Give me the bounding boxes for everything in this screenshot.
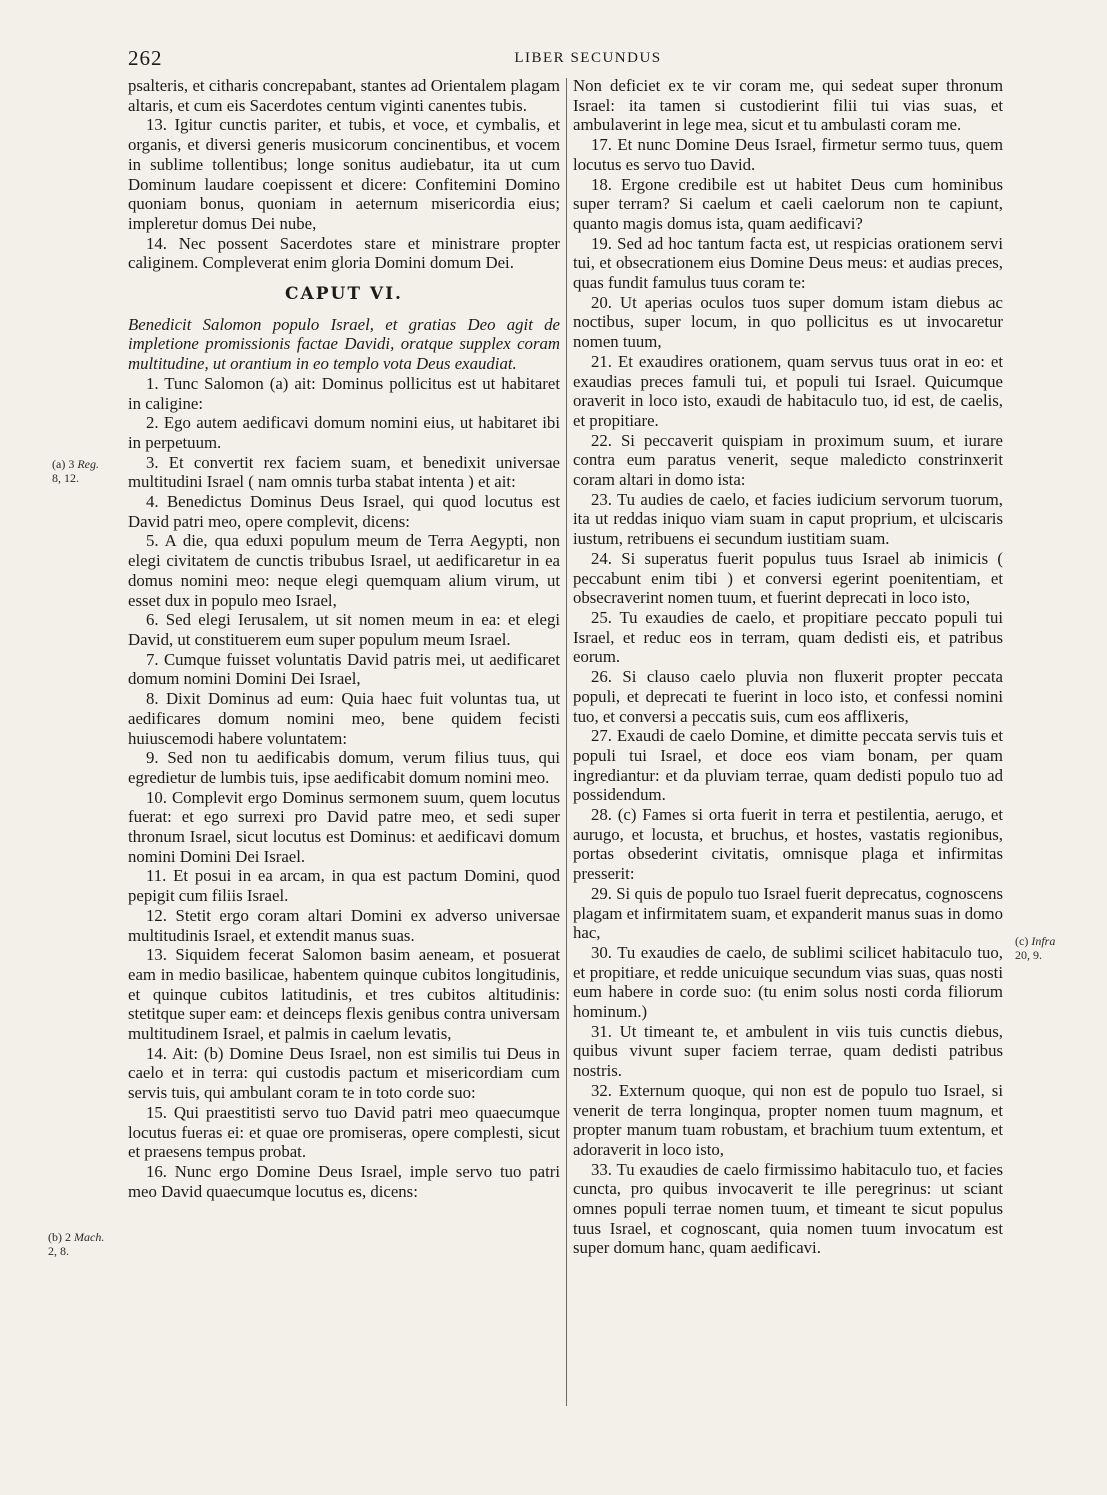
verse: 28. (c) Fames si orta fuerit in terra et pestilentia, aerugo, et aurugo, et locusta, et bruchus, et hostes, vastatis regionibus, portas obsederint civitatis, omnisque plaga et infirmitas presserit:: [573, 805, 1003, 884]
verse: 32. Externum quoque, qui non est de populo tuo Israel, si venerit de terra longinqua, propter nomen tuum magnum, et propter manum tuam robustam, et brachium tuum extentum, et adoraverit in loco isto,: [573, 1080, 1003, 1159]
verse: 8. Dixit Dominus ad eum: Quia haec fuit voluntas tua, ut aedificares domum nomini meo, bene quidem fecisti huiuscemodi habere voluntatem:: [128, 689, 560, 748]
margin-note-a: (a) 3 Reg. 8, 12.: [52, 457, 99, 485]
verse: 24. Si superatus fuerit populus tuus Israel ab inimicis ( peccabunt enim tibi ) et conversi egerint poenitentiam, et obsecraverint nomen tuum, et fuerint deprecati in loco isto,: [573, 548, 1003, 608]
verse: 21. Et exaudires orationem, quam servus tuus orat in eo: et exaudias preces famuli tui, et populi tui Israel. Quicumque oraverit in loco isto, exaudi de habitaculo tuo, id est, de caelis, et propitiare.: [573, 351, 1003, 430]
verse: 14. Ait: (b) Domine Deus Israel, non est similis tui Deus in caelo et in terra: qui custodis pactum et misericordiam cum servis tuis, qui ambulant coram te in toto corde suo:: [128, 1043, 560, 1103]
verse: 30. Tu exaudies de caelo, de sublimi scilicet habitaculo tuo, et propitiare, et redde unicuique secundum vias suas, quas nosti eum habere in corde suo: (tu enim solus nosti corda filiorum hominum.): [573, 942, 1003, 1022]
margin-note-c: (c) Infra 20, 9.: [1015, 934, 1056, 962]
verse: 2. Ego autem aedificavi domum nomini eius, ut habitaret ibi in perpetuum.: [128, 413, 560, 452]
verse: 1. Tunc Salomon (a) ait: Dominus pollicitus est ut habitaret in caligine:: [128, 373, 560, 413]
running-title: LIBER SECUNDUS: [514, 50, 662, 66]
verse: 16. Nunc ergo Domine Deus Israel, imple servo tuo patri meo David quaecumque locutus es, dicens:: [128, 1161, 560, 1201]
verse: 9. Sed non tu aedificabis domum, verum filius tuus, qui egredietur de lumbis tuis, ipse aedificabit domum nomini meo.: [128, 748, 560, 787]
verse: 7. Cumque fuisset voluntatis David patris mei, ut aedificaret domum nomini Domini Dei Israel,: [128, 649, 560, 689]
verse: 4. Benedictus Dominus Deus Israel, qui quod locutus est David patri meo, opere complevit, dicens:: [128, 492, 560, 531]
verse: 6. Sed elegi Ierusalem, ut sit nomen meum in ea: et elegi David, ut constituerem eum super populum meum Israel.: [128, 610, 560, 649]
chapter-heading: CAPUT VI.: [285, 284, 403, 305]
paragraph: Non deficiet ex te vir coram me, qui sedeat super thronum Israel: ita tamen si custodierint filii tui vias suas, et ambulaverint in lege mea, sicut et tu ambulasti coram me.: [573, 76, 1003, 135]
verse: 19. Sed ad hoc tantum facta est, ut respicias orationem servi tui, et obsecrationem eius Domine Deus meus: et audias preces, quas fundit famulus tuus coram te:: [573, 233, 1003, 293]
page-number: 262: [128, 46, 163, 70]
verse: 17. Et nunc Domine Deus Israel, firmetur sermo tuus, quem locutus es servo tuo David.: [573, 135, 1003, 174]
verse: 5. A die, qua eduxi populum meum de Terra Aegypti, non elegi civitatem de cunctis tribubus Israel, ut aedificaretur in ea domus nomini meo: neque elegi quemquam alium virum, ut esset dux in populo meo Israel,: [128, 531, 560, 610]
verse: 29. Si quis de populo tuo Israel fuerit deprecatus, cognoscens plagam et infirmitatem suam, et expanderit manus suas in domo hac,: [573, 883, 1003, 943]
verse: 13. Igitur cunctis pariter, et tubis, et voce, et cymbalis, et organis, et diversi generis musicorum concinentibus, et vocem in sublime tollentibus; longe sonitus audiebatur, ita ut cum Dominum laudare coepissent et dicere: Confitemini Domino quoniam bonus, quoniam in aeternum misericordia eius; impleretur domus Dei nube,: [128, 115, 560, 233]
verse: 14. Nec possent Sacerdotes stare et ministrare propter caliginem. Compleverat enim gloria Domini domum Dei.: [128, 233, 560, 273]
verse: 22. Si peccaverit quispiam in proximum suum, et iurare contra eum paratus venerit, seque maledicto constrinxerit coram altari in domo ista:: [573, 430, 1003, 490]
verse: 3. Et convertit rex faciem suam, et benedixit universae multitudini Israel ( nam omnis turba stabat intenta ) et ait:: [128, 452, 560, 492]
page-header: [128, 46, 1008, 70]
verse: 23. Tu audies de caelo, et facies iudicium servorum tuorum, ita ut reddas iniquo viam suam in caput proprium, et ulciscaris iustum, retribuens ei secundum iustitiam suam.: [573, 489, 1003, 549]
verse: 12. Stetit ergo coram altari Domini ex adverso universae multitudinis Israel, et extendit manus suas.: [128, 905, 560, 945]
verse: 10. Complevit ergo Dominus sermonem suum, quem locutus fuerat: et ego surrexi pro David patre meo, et sedi super thronum Israel, sicut locutus est Dominus: et aedificavi domum nomini Domini Dei Israel.: [128, 787, 560, 866]
verse: 13. Siquidem fecerat Salomon basim aeneam, et posuerat eam in medio basilicae, habentem quinque cubitos longitudinis, et quinque cubitos latitudinis, et tres cubitos altitudinis: stetitque super eam: et deinceps flexis genibus contra universam multitudinem Israel, et palmis in caelum levatis,: [128, 945, 560, 1044]
verse: 20. Ut aperias oculos tuos super domum istam diebus ac noctibus, super locum, in quo pollicitus es ut invocaretur nomen tuum,: [573, 292, 1003, 352]
verse: 11. Et posui in ea arcam, in qua est pactum Domini, quod pepigit cum filiis Israel.: [128, 866, 560, 906]
verse: 18. Ergone credibile est ut habitet Deus cum hominibus super terram? Si caelum et caeli caelorum non te capiunt, quanto magis domus ista, quam aedificavi?: [573, 174, 1003, 233]
verse: 15. Qui praestitisti servo tuo David patri meo quaecumque locutus fueras ei: et quae ore promiseras, opere complesti, sicut et praesens tempus probat.: [128, 1102, 560, 1162]
verse: 26. Si clauso caelo pluvia non fluxerit propter peccata populi, et deprecati te fuerint in loco isto, et confessi nomini tuo, et conversi a peccatis suis, cum eos afflixeris,: [573, 667, 1003, 726]
margin-note-b: (b) 2 Mach. 2, 8.: [48, 1230, 105, 1258]
verse: 31. Ut timeant te, et ambulent in viis tuis cunctis diebus, quibus vivunt super faciem terrae, quam dedisti patribus nostris.: [573, 1021, 1003, 1081]
verse: 27. Exaudi de caelo Domine, et dimitte peccata servis tuis et populi tui Israel, et doce eos viam bonam, per quam ingrediantur: et da pluviam terrae, quam dedisti populo tuo ad possidendum.: [573, 726, 1003, 805]
verse: 33. Tu exaudies de caelo firmissimo habitaculo tuo, et facies cuncta, pro quibus invocaverit te ille peregrinus: ut sciant omnes populi terrae nomen tuum, et timeant te sicut populus tuus Israel, et cognoscant, quia nomen tuum invocatum est super domum hanc, quam aedificavi.: [573, 1159, 1003, 1258]
left-column: [128, 76, 560, 1201]
column-divider: [566, 78, 567, 1406]
verse: 25. Tu exaudies de caelo, et propitiare peccato populi tui Israel, et reduc eos in terram, quam dedisti eis, et patribus eorum.: [573, 607, 1003, 667]
paragraph: psalteris, et citharis concrepabant, stantes ad Orientalem plagam altaris, et cum eis Sacerdotes centum viginti canentes tubis.: [128, 76, 560, 115]
chapter-summary: Benedicit Salomon populo Israel, et gratias Deo agit de impletione promissionis factae Davidi, oratque supplex coram multitudine, ut orantium in eo templo vota Deus exaudiat.: [128, 314, 560, 374]
right-column: [573, 76, 1003, 1258]
